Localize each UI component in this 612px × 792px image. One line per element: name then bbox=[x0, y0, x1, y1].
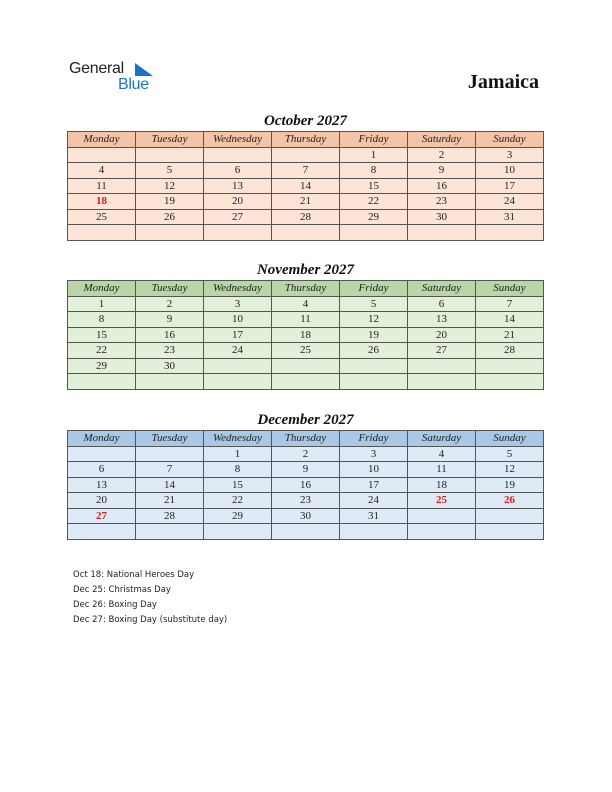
day-cell bbox=[272, 358, 340, 374]
day-cell: 17 bbox=[340, 477, 408, 493]
day-cell: 24 bbox=[204, 343, 272, 359]
day-cell: 21 bbox=[476, 327, 544, 343]
day-cell: 27 bbox=[204, 209, 272, 225]
day-cell: 29 bbox=[340, 209, 408, 225]
day-cell: 10 bbox=[476, 163, 544, 179]
day-cell bbox=[272, 225, 340, 241]
day-cell: 2 bbox=[408, 147, 476, 163]
day-cell bbox=[204, 524, 272, 540]
day-cell: 27 bbox=[408, 343, 476, 359]
day-cell: 31 bbox=[476, 209, 544, 225]
day-cell: 26 bbox=[136, 209, 204, 225]
day-cell bbox=[136, 225, 204, 241]
day-cell: 5 bbox=[136, 163, 204, 179]
day-cell: 28 bbox=[136, 508, 204, 524]
day-cell bbox=[272, 524, 340, 540]
week-row bbox=[68, 374, 544, 390]
day-cell bbox=[408, 508, 476, 524]
day-cell: 22 bbox=[204, 493, 272, 509]
logo-text-blue: Blue bbox=[118, 76, 149, 93]
day-cell bbox=[476, 358, 544, 374]
day-cell: 24 bbox=[340, 493, 408, 509]
day-cell bbox=[204, 358, 272, 374]
day-cell: 3 bbox=[476, 147, 544, 163]
day-cell: 1 bbox=[340, 147, 408, 163]
weekday-header: Sunday bbox=[476, 431, 544, 447]
holiday-item: Dec 26: Boxing Day bbox=[73, 600, 157, 610]
day-cell bbox=[68, 446, 136, 462]
weekday-header: Wednesday bbox=[204, 132, 272, 148]
weekday-header: Saturday bbox=[408, 281, 476, 297]
day-cell bbox=[204, 225, 272, 241]
day-cell: 7 bbox=[136, 462, 204, 478]
day-cell: 8 bbox=[340, 163, 408, 179]
month-december bbox=[67, 410, 544, 540]
day-cell: 27 bbox=[68, 508, 136, 524]
day-cell: 11 bbox=[68, 178, 136, 194]
day-cell bbox=[136, 524, 204, 540]
day-cell: 2 bbox=[272, 446, 340, 462]
weekday-header: Friday bbox=[340, 281, 408, 297]
day-cell: 28 bbox=[476, 343, 544, 359]
day-cell: 26 bbox=[476, 493, 544, 509]
weekday-header: Monday bbox=[68, 132, 136, 148]
holiday-item: Oct 18: National Heroes Day bbox=[73, 570, 195, 580]
day-cell: 19 bbox=[340, 327, 408, 343]
day-cell: 15 bbox=[204, 477, 272, 493]
logo-triangle-icon bbox=[133, 63, 153, 77]
day-cell: 16 bbox=[408, 178, 476, 194]
day-cell: 13 bbox=[204, 178, 272, 194]
day-cell: 16 bbox=[136, 327, 204, 343]
day-cell bbox=[408, 374, 476, 390]
day-cell: 1 bbox=[68, 296, 136, 312]
generalblue-logo bbox=[69, 60, 169, 96]
weekday-header: Tuesday bbox=[136, 132, 204, 148]
day-cell: 29 bbox=[204, 508, 272, 524]
country-title: Jamaica bbox=[467, 71, 539, 93]
day-cell bbox=[340, 524, 408, 540]
weekday-header: Sunday bbox=[476, 132, 544, 148]
day-cell: 11 bbox=[408, 462, 476, 478]
day-cell bbox=[476, 508, 544, 524]
weekday-header: Friday bbox=[340, 132, 408, 148]
holiday-item: Dec 27: Boxing Day (substitute day) bbox=[73, 615, 228, 625]
day-cell: 11 bbox=[272, 312, 340, 328]
day-cell: 29 bbox=[68, 358, 136, 374]
day-cell: 13 bbox=[68, 477, 136, 493]
weekday-header: Tuesday bbox=[136, 431, 204, 447]
day-cell: 10 bbox=[340, 462, 408, 478]
day-cell: 15 bbox=[68, 327, 136, 343]
day-cell: 20 bbox=[204, 194, 272, 210]
day-cell: 6 bbox=[68, 462, 136, 478]
day-cell: 19 bbox=[476, 477, 544, 493]
day-cell: 7 bbox=[272, 163, 340, 179]
day-cell: 19 bbox=[136, 194, 204, 210]
week-row bbox=[68, 508, 544, 524]
week-row bbox=[68, 358, 544, 374]
day-cell: 9 bbox=[272, 462, 340, 478]
week-row bbox=[68, 163, 544, 179]
weekday-header: Monday bbox=[68, 431, 136, 447]
day-cell: 21 bbox=[272, 194, 340, 210]
day-cell bbox=[68, 147, 136, 163]
day-cell: 3 bbox=[204, 296, 272, 312]
day-cell bbox=[136, 446, 204, 462]
day-cell: 3 bbox=[340, 446, 408, 462]
day-cell bbox=[204, 374, 272, 390]
weekday-header: Monday bbox=[68, 281, 136, 297]
day-cell: 12 bbox=[136, 178, 204, 194]
day-cell bbox=[68, 524, 136, 540]
month-october bbox=[67, 111, 544, 241]
holiday-list bbox=[73, 568, 227, 628]
weekday-header: Thursday bbox=[272, 132, 340, 148]
day-cell: 25 bbox=[272, 343, 340, 359]
day-cell: 14 bbox=[272, 178, 340, 194]
day-cell bbox=[68, 374, 136, 390]
day-cell: 14 bbox=[136, 477, 204, 493]
day-cell: 17 bbox=[204, 327, 272, 343]
weekday-header-row bbox=[68, 132, 544, 148]
weekday-header: Saturday bbox=[408, 431, 476, 447]
day-cell: 5 bbox=[476, 446, 544, 462]
week-row bbox=[68, 312, 544, 328]
day-cell: 18 bbox=[408, 477, 476, 493]
month-title: October 2027 bbox=[264, 113, 347, 129]
month-title: November 2027 bbox=[256, 262, 355, 278]
day-cell: 22 bbox=[340, 194, 408, 210]
day-cell: 23 bbox=[408, 194, 476, 210]
day-cell: 23 bbox=[272, 493, 340, 509]
day-cell bbox=[476, 374, 544, 390]
day-cell bbox=[136, 147, 204, 163]
day-cell: 13 bbox=[408, 312, 476, 328]
calendar-table bbox=[67, 280, 544, 390]
week-row bbox=[68, 296, 544, 312]
day-cell: 15 bbox=[340, 178, 408, 194]
day-cell: 4 bbox=[408, 446, 476, 462]
week-row bbox=[68, 147, 544, 163]
day-cell: 10 bbox=[204, 312, 272, 328]
day-cell: 24 bbox=[476, 194, 544, 210]
day-cell: 9 bbox=[136, 312, 204, 328]
week-row bbox=[68, 327, 544, 343]
week-row bbox=[68, 178, 544, 194]
weekday-header: Wednesday bbox=[204, 281, 272, 297]
day-cell: 20 bbox=[68, 493, 136, 509]
day-cell: 20 bbox=[408, 327, 476, 343]
day-cell: 8 bbox=[204, 462, 272, 478]
logo-text-general: General bbox=[69, 60, 124, 77]
day-cell: 21 bbox=[136, 493, 204, 509]
day-cell bbox=[340, 358, 408, 374]
day-cell: 18 bbox=[272, 327, 340, 343]
day-cell: 31 bbox=[340, 508, 408, 524]
holiday-item: Dec 25: Christmas Day bbox=[73, 585, 171, 595]
week-row bbox=[68, 194, 544, 210]
day-cell: 28 bbox=[272, 209, 340, 225]
day-cell: 6 bbox=[204, 163, 272, 179]
day-cell: 30 bbox=[136, 358, 204, 374]
day-cell bbox=[272, 147, 340, 163]
week-row bbox=[68, 446, 544, 462]
weekday-header: Wednesday bbox=[204, 431, 272, 447]
day-cell: 1 bbox=[204, 446, 272, 462]
day-cell: 17 bbox=[476, 178, 544, 194]
weekday-header: Friday bbox=[340, 431, 408, 447]
weekday-header: Tuesday bbox=[136, 281, 204, 297]
week-row bbox=[68, 225, 544, 241]
day-cell bbox=[68, 225, 136, 241]
day-cell: 7 bbox=[476, 296, 544, 312]
week-row bbox=[68, 343, 544, 359]
day-cell: 25 bbox=[408, 493, 476, 509]
week-row bbox=[68, 462, 544, 478]
day-cell bbox=[136, 374, 204, 390]
day-cell: 4 bbox=[68, 163, 136, 179]
week-row bbox=[68, 493, 544, 509]
calendar-table bbox=[67, 430, 544, 540]
month-title: December 2027 bbox=[257, 412, 354, 428]
day-cell: 23 bbox=[136, 343, 204, 359]
day-cell: 2 bbox=[136, 296, 204, 312]
day-cell: 12 bbox=[340, 312, 408, 328]
day-cell bbox=[408, 358, 476, 374]
day-cell bbox=[340, 225, 408, 241]
week-row bbox=[68, 209, 544, 225]
weekday-header: Thursday bbox=[272, 431, 340, 447]
weekday-header-row bbox=[68, 281, 544, 297]
calendar-table bbox=[67, 131, 544, 241]
day-cell: 18 bbox=[68, 194, 136, 210]
day-cell bbox=[476, 524, 544, 540]
weekday-header: Sunday bbox=[476, 281, 544, 297]
weekday-header: Saturday bbox=[408, 132, 476, 148]
day-cell: 26 bbox=[340, 343, 408, 359]
day-cell bbox=[476, 225, 544, 241]
day-cell: 8 bbox=[68, 312, 136, 328]
day-cell: 30 bbox=[408, 209, 476, 225]
day-cell: 22 bbox=[68, 343, 136, 359]
week-row bbox=[68, 477, 544, 493]
day-cell bbox=[272, 374, 340, 390]
day-cell bbox=[340, 374, 408, 390]
day-cell: 12 bbox=[476, 462, 544, 478]
day-cell bbox=[408, 524, 476, 540]
day-cell: 14 bbox=[476, 312, 544, 328]
month-november bbox=[67, 260, 544, 390]
day-cell bbox=[408, 225, 476, 241]
day-cell: 25 bbox=[68, 209, 136, 225]
day-cell: 4 bbox=[272, 296, 340, 312]
day-cell: 5 bbox=[340, 296, 408, 312]
day-cell: 30 bbox=[272, 508, 340, 524]
day-cell: 6 bbox=[408, 296, 476, 312]
weekday-header: Thursday bbox=[272, 281, 340, 297]
week-row bbox=[68, 524, 544, 540]
day-cell bbox=[204, 147, 272, 163]
day-cell: 9 bbox=[408, 163, 476, 179]
weekday-header-row bbox=[68, 431, 544, 447]
day-cell: 16 bbox=[272, 477, 340, 493]
